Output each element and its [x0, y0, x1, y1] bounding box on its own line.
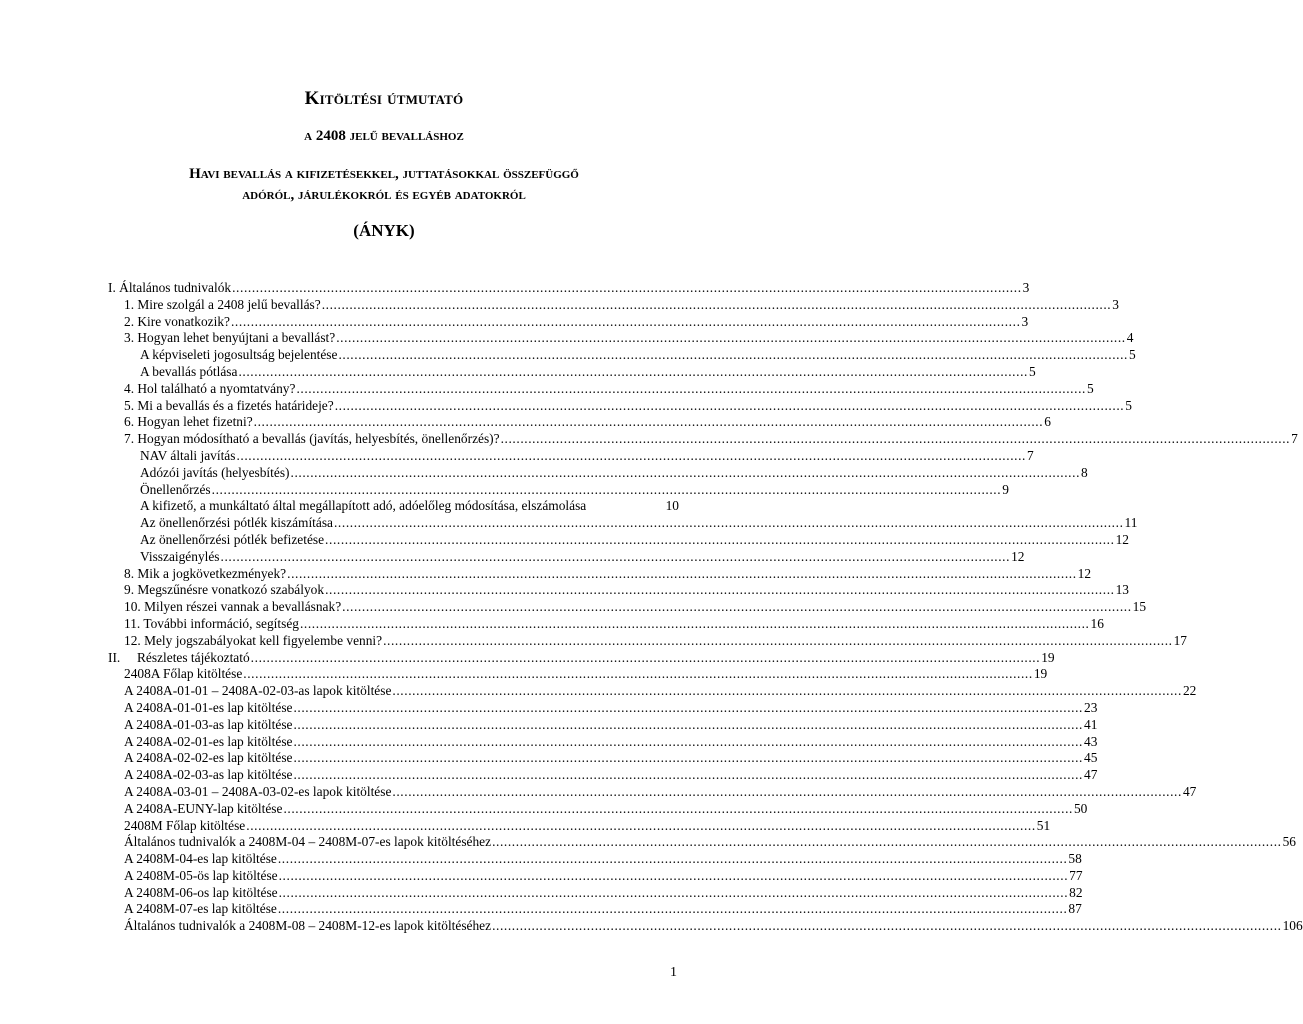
toc-entry-page: 56	[1282, 834, 1296, 850]
toc-entry-page: 47	[1182, 783, 1197, 799]
toc-entry-title: A képviseleti jogosultság bejelentése	[140, 347, 338, 363]
table-of-contents	[108, 280, 1303, 935]
toc-entry-page: 5	[1125, 397, 1132, 413]
toc-entry-title: A 2408A-01-03-as lap kitöltése	[124, 716, 293, 732]
toc-entry-title: A kifizető, a munkáltató által megállapított adó, adóelőleg módosítása, elszámolása	[140, 498, 587, 514]
toc-entry[interactable]	[108, 632, 1187, 650]
toc-entry-title: A 2408M-07-es lap kitöltése	[124, 901, 277, 917]
toc-leader-dots: ........................................................................................................................................................................................................	[278, 884, 1069, 900]
toc-entry[interactable]	[108, 683, 1197, 700]
toc-entry[interactable]	[108, 884, 1083, 902]
toc-leader-dots: ........................................................................................................................................................................................................	[277, 901, 1068, 917]
toc-leader-dots: ........................................................................................................................................................................................................	[278, 867, 1069, 883]
toc-entry-title: II. Részletes tájékoztató	[108, 649, 250, 665]
toc-entry[interactable]	[108, 750, 1098, 767]
toc-leader-dots: ........................................................................................................................................................................................................	[334, 397, 1125, 413]
toc-entry-title: 2408M Főlap kitöltése	[124, 817, 246, 833]
toc-entry-page: 22	[1182, 683, 1197, 699]
toc-entry-page: 5	[1028, 363, 1036, 379]
toc-entry-title: A 2408M-06-os lap kitöltése	[124, 884, 278, 900]
toc-leader-dots: ........................................................................................................................................................................................................	[325, 582, 1115, 598]
toc-leader-dots: ........................................................................................................................................................................................................	[287, 565, 1077, 581]
toc-leader-dots: ........................................................................................................................................................................................................	[277, 851, 1068, 867]
toc-entry[interactable]	[108, 565, 1092, 583]
toc-leader-dots: ........................................................................................................................................................................................................	[321, 296, 1112, 312]
toc-leader-dots: ........................................................................................................................................................................................................	[392, 683, 1182, 699]
toc-entry[interactable]	[108, 397, 1132, 415]
toc-leader-dots: ........................................................................................................................................................................................................	[211, 481, 1002, 497]
toc-entry-page: 17	[1173, 632, 1187, 648]
toc-leader-dots: ........................................................................................................................................................................................................	[293, 750, 1083, 766]
toc-entry[interactable]	[108, 699, 1098, 717]
toc-entry-page: 23	[1084, 699, 1098, 715]
toc-entry-page: 77	[1069, 867, 1083, 883]
toc-leader-dots: ........................................................................................................................................................................................................	[293, 699, 1083, 715]
toc-entry-page: 51	[1036, 817, 1051, 833]
toc-leader-dots: ........................................................................................................................................................................................................	[333, 515, 1124, 531]
toc-entry[interactable]	[108, 296, 1119, 314]
toc-leader-dots: ........................................................................................................................................................................................................	[243, 666, 1033, 682]
toc-entry-page: 16	[1090, 615, 1104, 631]
toc-entry-page: 50	[1073, 800, 1088, 816]
toc-entry-title: A 2408A-02-01-es lap kitöltése	[124, 733, 293, 749]
document-heading-line-2: adóról, járulékokról és egyéb adatokról	[242, 187, 526, 203]
toc-leader-dots: ........................................................................................................................................................................................................	[336, 330, 1126, 346]
toc-entry-title: Az önellenőrzési pótlék befizetése	[140, 531, 325, 547]
toc-entry-page: 8	[1081, 464, 1088, 480]
toc-entry[interactable]	[108, 531, 1129, 549]
toc-entry-page: 58	[1068, 851, 1082, 867]
toc-entry-title: Adózói javítás (helyesbítés)	[140, 464, 290, 480]
toc-leader-dots: ........................................................................................................................................................................................................	[238, 363, 1028, 379]
toc-entry-page: 7	[1027, 447, 1034, 463]
toc-leader-dots: ........................................................................................................................................................................................................	[338, 347, 1128, 363]
toc-entry-page: 3	[1022, 280, 1030, 295]
toc-entry-title: Az önellenőrzési pótlék kiszámítása	[140, 515, 333, 531]
document-subtitle: a 2408 jelű bevalláshoz	[304, 128, 464, 144]
toc-entry[interactable]	[108, 800, 1088, 818]
toc-entry[interactable]	[108, 280, 1030, 297]
toc-entry-page: 5	[1129, 347, 1136, 363]
toc-leader-dots: ........................................................................................................................................................................................................	[325, 531, 1115, 547]
toc-entry[interactable]	[108, 464, 1088, 482]
toc-entry-title: 2408A Főlap kitöltése	[124, 666, 243, 682]
toc-entry[interactable]	[108, 431, 1298, 448]
toc-leader-dots: ........................................................................................................................................................................................................	[232, 280, 1022, 295]
toc-entry-page: 13	[1115, 582, 1129, 598]
toc-entry[interactable]	[108, 918, 1303, 935]
toc-entry-page: 3	[1021, 313, 1029, 329]
toc-entry-page: 41	[1084, 716, 1098, 732]
toc-entry-page: 11	[1124, 515, 1138, 531]
toc-entry-title: Általános tudnivalók a 2408M-04 – 2408M-07-es lapok kitöltéséhez	[124, 834, 492, 850]
toc-leader-dots: ........................................................................................................................................................................................................	[342, 599, 1132, 615]
toc-leader-dots: ........................................................................................................................................................................................................	[283, 800, 1073, 816]
toc-entry[interactable]	[108, 347, 1136, 364]
toc-leader-dots: ........................................................................................................................................................................................................	[290, 464, 1081, 480]
toc-leader-dots: ........................................................................................................................................................................................................	[293, 733, 1083, 749]
toc-leader-dots: ........................................................................................................................................................................................................	[230, 313, 1021, 329]
toc-entry[interactable]	[108, 666, 1048, 683]
toc-entry-title: A 2408A-01-01-es lap kitöltése	[124, 699, 293, 715]
toc-entry-page: 6	[1044, 414, 1051, 430]
toc-entry[interactable]	[108, 767, 1098, 784]
toc-entry-page: 4	[1126, 330, 1134, 346]
toc-entry[interactable]	[108, 716, 1098, 734]
toc-leader-dots: ........................................................................................................................................................................................................	[392, 783, 1182, 799]
toc-entry-page: 5	[1086, 380, 1094, 396]
toc-leader-dots: ........................................................................................................................................................................................................	[296, 380, 1086, 396]
toc-leader-dots: ........................................................................................................................................................................................................	[253, 414, 1044, 430]
toc-entry-page: 3	[1112, 296, 1119, 312]
toc-leader-dots: ........................................................................................................................................................................................................	[492, 834, 1282, 850]
toc-entry[interactable]	[108, 414, 1051, 431]
toc-entry[interactable]	[108, 867, 1083, 885]
toc-entry-page: 45	[1084, 750, 1098, 766]
toc-entry-title: A 2408M-05-ös lap kitöltése	[124, 867, 278, 883]
toc-leader-dots: ........................................................................................................................................................................................................	[383, 632, 1173, 648]
toc-entry-title: I. Általános tudnivalók	[108, 280, 232, 295]
toc-entry-title: Önellenőrzés	[140, 481, 211, 497]
toc-entry-page: 43	[1084, 733, 1098, 749]
toc-entry-page: 106	[1282, 918, 1303, 934]
toc-entry[interactable]	[108, 313, 1029, 331]
toc-entry[interactable]	[108, 447, 1034, 465]
toc-entry-title: Általános tudnivalók a 2408M-08 – 2408M-12-es lapok kitöltéséhez	[124, 918, 492, 934]
toc-entry-page: 87	[1068, 901, 1082, 917]
document-heading-line-1: Havi bevallás a kifizetésekkel, juttatásokkal összefüggő	[189, 166, 579, 182]
toc-leader-dots: ........................................................................................................................................................................................................	[293, 716, 1083, 732]
toc-entry[interactable]	[108, 649, 1055, 667]
toc-entry-title: 11. További információ, segítség	[124, 615, 299, 631]
toc-entry-page: 19	[1041, 649, 1055, 665]
toc-entry[interactable]	[108, 851, 1082, 868]
toc-entry-title: 7. Hogyan módosítható a bevallás (javítás, helyesbítés, önellenőrzés)?	[124, 431, 500, 447]
toc-entry[interactable]	[108, 481, 1009, 499]
toc-entry-page: 9	[1002, 481, 1009, 497]
toc-entry[interactable]	[108, 817, 1051, 835]
toc-entry-title: 12. Mely jogszabályokat kell figyelembe venni?	[124, 632, 383, 648]
toc-entry[interactable]	[108, 330, 1134, 347]
toc-entry-title: A bevallás pótlása	[140, 363, 238, 379]
toc-entry-title: 3. Hogyan lehet benyújtani a bevallást?	[124, 330, 336, 346]
toc-entry[interactable]	[108, 515, 1138, 532]
toc-entry[interactable]	[108, 380, 1094, 398]
toc-entry-title: Visszaigénylés	[140, 548, 220, 564]
toc-entry-page: 10	[665, 498, 679, 514]
toc-entry-page: 12	[1011, 548, 1025, 564]
toc-entry-title: 8. Mik a jogkövetkezmények?	[124, 565, 287, 581]
toc-leader-dots: ........................................................................................................................................................................................................	[492, 918, 1282, 934]
toc-entry[interactable]	[108, 498, 679, 515]
toc-leader-dots: ........................................................................................................................................................................................................	[250, 649, 1041, 665]
toc-entry[interactable]	[108, 733, 1098, 751]
toc-entry-title: A 2408A-01-01 – 2408A-02-03-as lapok kitöltése	[124, 683, 392, 699]
toc-entry-page: 82	[1069, 884, 1083, 900]
toc-leader-dots: ........................................................................................................................................................................................................	[293, 767, 1083, 783]
toc-entry[interactable]	[108, 901, 1082, 918]
toc-entry-page: 7	[1291, 431, 1298, 447]
toc-entry-page: 15	[1132, 599, 1147, 615]
toc-entry-title: NAV általi javítás	[140, 447, 236, 463]
toc-entry[interactable]	[108, 615, 1104, 633]
toc-entry-page: 19	[1033, 666, 1048, 682]
toc-leader-dots: ........................................................................................................................................................................................................	[220, 548, 1011, 564]
toc-leader-dots: ........................................................................................................................................................................................................	[236, 447, 1026, 463]
toc-entry-title: 4. Hol található a nyomtatvány?	[124, 380, 296, 396]
toc-entry[interactable]	[108, 363, 1036, 381]
toc-leader-dots: ........................................................................................................................................................................................................	[246, 817, 1036, 833]
toc-entry-title: 5. Mi a bevallás és a fizetés határideje?	[124, 397, 334, 413]
toc-entry-title: 2. Kire vonatkozik?	[124, 313, 230, 329]
toc-leader-dots: ........................................................................................................................................................................................................	[500, 431, 1291, 447]
toc-entry-title: A 2408A-03-01 – 2408A-03-02-es lapok kitöltése	[124, 783, 392, 799]
toc-leader-dots: ........................................................................................................................................................................................................	[299, 615, 1090, 631]
toc-entry-title: A 2408A-02-03-as lap kitöltése	[124, 767, 293, 783]
document-title: Kitöltési útmutató	[304, 88, 464, 109]
program-label: (ÁNYK)	[353, 221, 415, 240]
toc-entry-title: A 2408A-EUNY-lap kitöltése	[124, 800, 283, 816]
toc-entry-title: 6. Hogyan lehet fizetni?	[124, 414, 253, 430]
toc-entry[interactable]	[108, 599, 1147, 616]
toc-entry-page: 47	[1084, 767, 1098, 783]
toc-entry[interactable]	[108, 548, 1025, 566]
toc-entry-title: A 2408M-04-es lap kitöltése	[124, 851, 277, 867]
toc-entry-page: 12	[1077, 565, 1092, 581]
toc-entry-page: 12	[1115, 531, 1129, 547]
toc-entry-title: 1. Mire szolgál a 2408 jelű bevallás?	[124, 296, 321, 312]
toc-entry-title: A 2408A-02-02-es lap kitöltése	[124, 750, 293, 766]
page-number: 1	[670, 965, 677, 980]
toc-entry-title: 10. Milyen részei vannak a bevallásnak?	[124, 599, 342, 615]
toc-entry-title: 9. Megszűnésre vonatkozó szabályok	[124, 582, 325, 598]
toc-entry[interactable]	[108, 783, 1197, 801]
toc-entry[interactable]	[108, 582, 1129, 599]
toc-entry[interactable]	[108, 834, 1296, 851]
